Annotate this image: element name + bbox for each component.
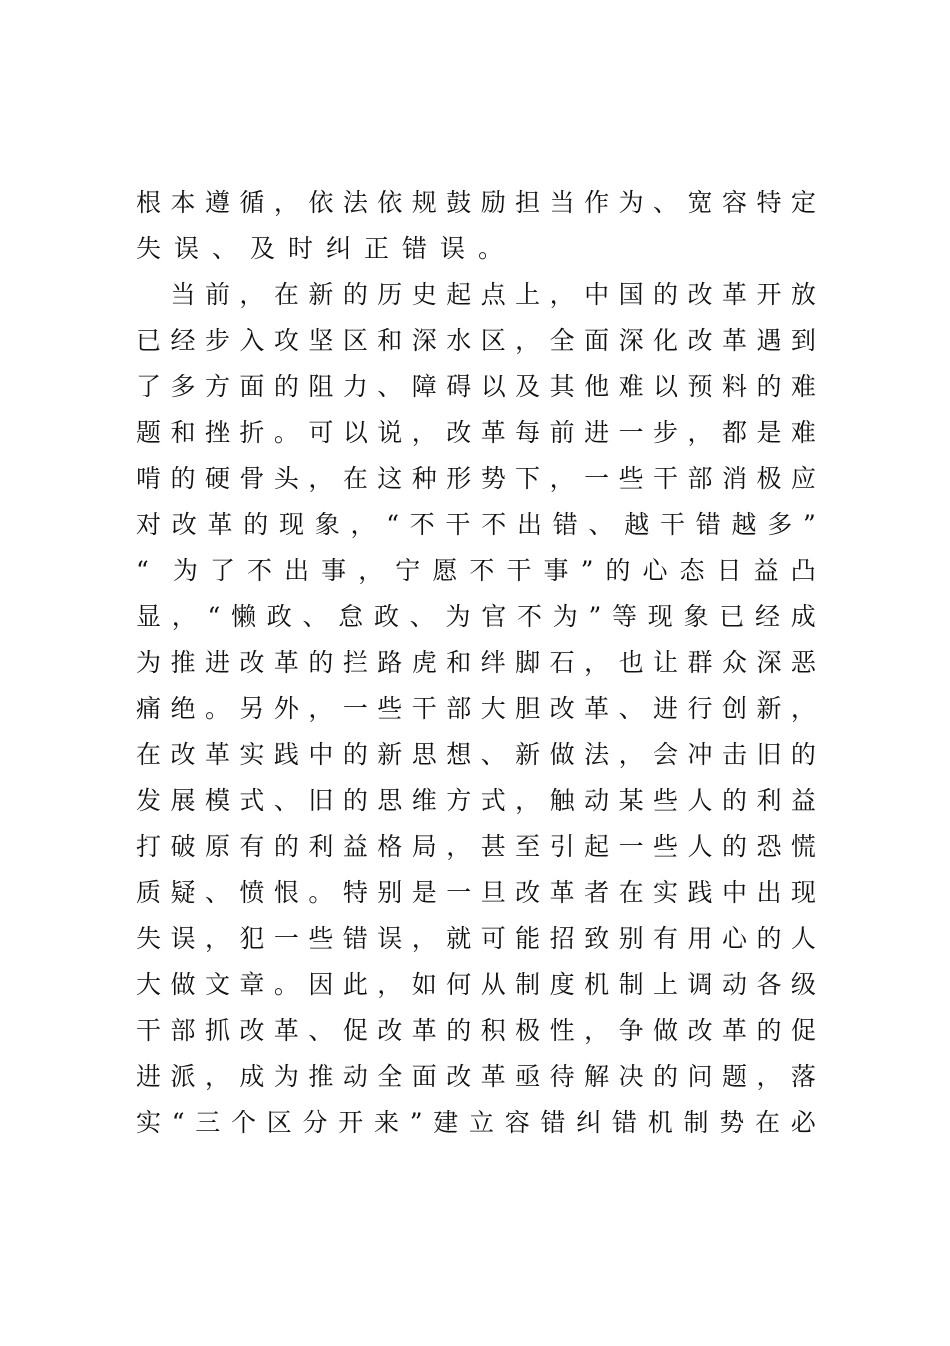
text-line: 了 多 方 面 的 阻 力 、 障 碍 以 及 其 他 难 以 预 料 的 难 xyxy=(136,372,816,401)
text-line: 已 经 步 入 攻 坚 区 和 深 水 区 ， 全 面 深 化 改 革 遇 到 xyxy=(136,326,816,355)
text-line: 当 前 ， 在 新 的 历 史 起 点 上 ， 中 国 的 改 革 开 放 xyxy=(170,280,816,309)
text-line: “ 为 了 不 出 事 ， 宁 愿 不 干 事 ” 的 心 态 日 益 凸 xyxy=(136,556,816,585)
text-line: 根 本 遵 循 ， 依 法 依 规 鼓 励 担 当 作 为 、 宽 容 特 定 xyxy=(136,188,816,217)
text-line: 大 做 文 章 。 因 此 ， 如 何 从 制 度 机 制 上 调 动 各 级 xyxy=(136,970,816,999)
body-text xyxy=(136,180,816,1146)
text-line: 啃 的 硬 骨 头 ， 在 这 种 形 势 下 ， 一 些 干 部 消 极 应 xyxy=(136,464,816,493)
text-line: 失 误 ， 犯 一 些 错 误 ， 就 可 能 招 致 别 有 用 心 的 人 xyxy=(136,924,816,953)
text-line: 实 “ 三 个 区 分 开 来 ” 建 立 容 错 纠 错 机 制 势 在 必 xyxy=(136,1108,816,1137)
text-line: 进 派 ， 成 为 推 动 全 面 改 革 亟 待 解 决 的 问 题 ， 落 xyxy=(136,1062,816,1091)
text-line: 发 展 模 式 、 旧 的 思 维 方 式 ， 触 动 某 些 人 的 利 益 xyxy=(136,786,816,815)
text-line: 显 ， “ 懒 政 、 怠 政 、 为 官 不 为 ” 等 现 象 已 经 成 xyxy=(136,602,816,631)
text-line: 为 推 进 改 革 的 拦 路 虎 和 绊 脚 石 ， 也 让 群 众 深 恶 xyxy=(136,648,816,677)
text-line: 题 和 挫 折 。 可 以 说 ， 改 革 每 前 进 一 步 ， 都 是 难 xyxy=(136,418,816,447)
text-line: 打 破 原 有 的 利 益 格 局 ， 甚 至 引 起 一 些 人 的 恐 慌 xyxy=(136,832,816,861)
text-line: 质 疑 、 愤 恨 。 特 别 是 一 旦 改 革 者 在 实 践 中 出 现 xyxy=(136,878,816,907)
text-line: 痛 绝 。 另 外 ， 一 些 干 部 大 胆 改 革 、 进 行 创 新 ， xyxy=(136,694,816,723)
text-line: 干 部 抓 改 革 、 促 改 革 的 积 极 性 ， 争 做 改 革 的 促 xyxy=(136,1016,816,1045)
text-line: 对 改 革 的 现 象 ， “ 不 干 不 出 错 、 越 干 错 越 多 ” xyxy=(136,510,816,539)
text-line: 失误、及时纠正错误。 xyxy=(136,234,517,263)
text-line: 在 改 革 实 践 中 的 新 思 想 、 新 做 法 ， 会 冲 击 旧 的 xyxy=(136,740,816,769)
